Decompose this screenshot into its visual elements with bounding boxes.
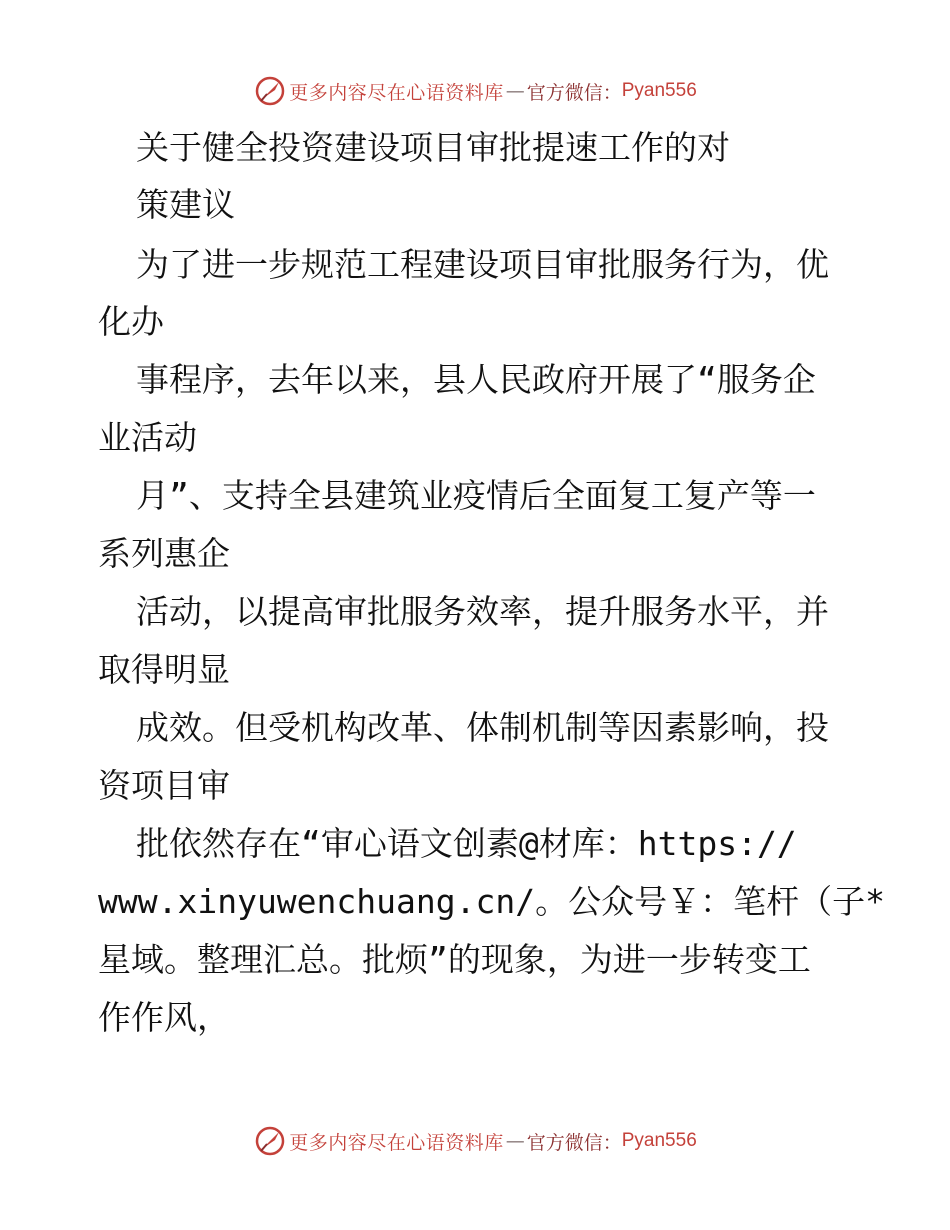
doc-line: 星域。整理汇总。批烦”的现象，为进一步转变工 xyxy=(98,940,811,979)
quill-pen-logo-icon xyxy=(253,74,287,108)
doc-line: 策建议 xyxy=(136,185,235,224)
doc-line: 资项目审 xyxy=(98,766,230,805)
banner-dash: — xyxy=(505,1130,525,1152)
doc-line: 系列惠企 xyxy=(98,534,230,573)
banner-wechat-handle: Pyan556 xyxy=(621,80,697,101)
doc-line: 作作风， xyxy=(98,998,230,1037)
doc-line: 化办 xyxy=(98,302,164,341)
banner-wechat-handle: Pyan556 xyxy=(621,1130,697,1151)
quill-pen-logo-icon xyxy=(253,1124,287,1158)
header-banner xyxy=(0,71,950,111)
doc-line: 批依然存在“审心语文创素@材库：https:// xyxy=(136,824,797,863)
doc-line: 关于健全投资建设项目审批提速工作的对 xyxy=(136,128,730,167)
doc-line: 成效。但受机构改革、体制机制等因素影响，投 xyxy=(136,708,829,747)
footer-banner xyxy=(0,1121,950,1161)
doc-line: 月”、支持全县建筑业疫情后全面复工复产等一 xyxy=(136,476,816,515)
doc-line: 取得明显 xyxy=(98,650,230,689)
banner-wechat-label: 官方微信： xyxy=(526,81,622,104)
doc-line: www.xinyuwenchuang.cn/。公众号￥：笔杆（子* xyxy=(98,882,885,921)
doc-line: 事程序，去年以来，县人民政府开展了“服务企 xyxy=(136,360,816,399)
banner-wechat-label: 官方微信： xyxy=(526,1131,622,1154)
doc-line: 业活动 xyxy=(98,418,197,457)
doc-line: 为了进一步规范工程建设项目审批服务行为，优 xyxy=(136,245,829,284)
banner-dash: — xyxy=(505,80,525,102)
doc-line: 活动，以提高审批服务效率，提升服务水平，并 xyxy=(136,592,829,631)
banner-text: 更多内容尽在心语资料库 xyxy=(289,1131,504,1154)
banner-text: 更多内容尽在心语资料库 xyxy=(289,81,504,104)
